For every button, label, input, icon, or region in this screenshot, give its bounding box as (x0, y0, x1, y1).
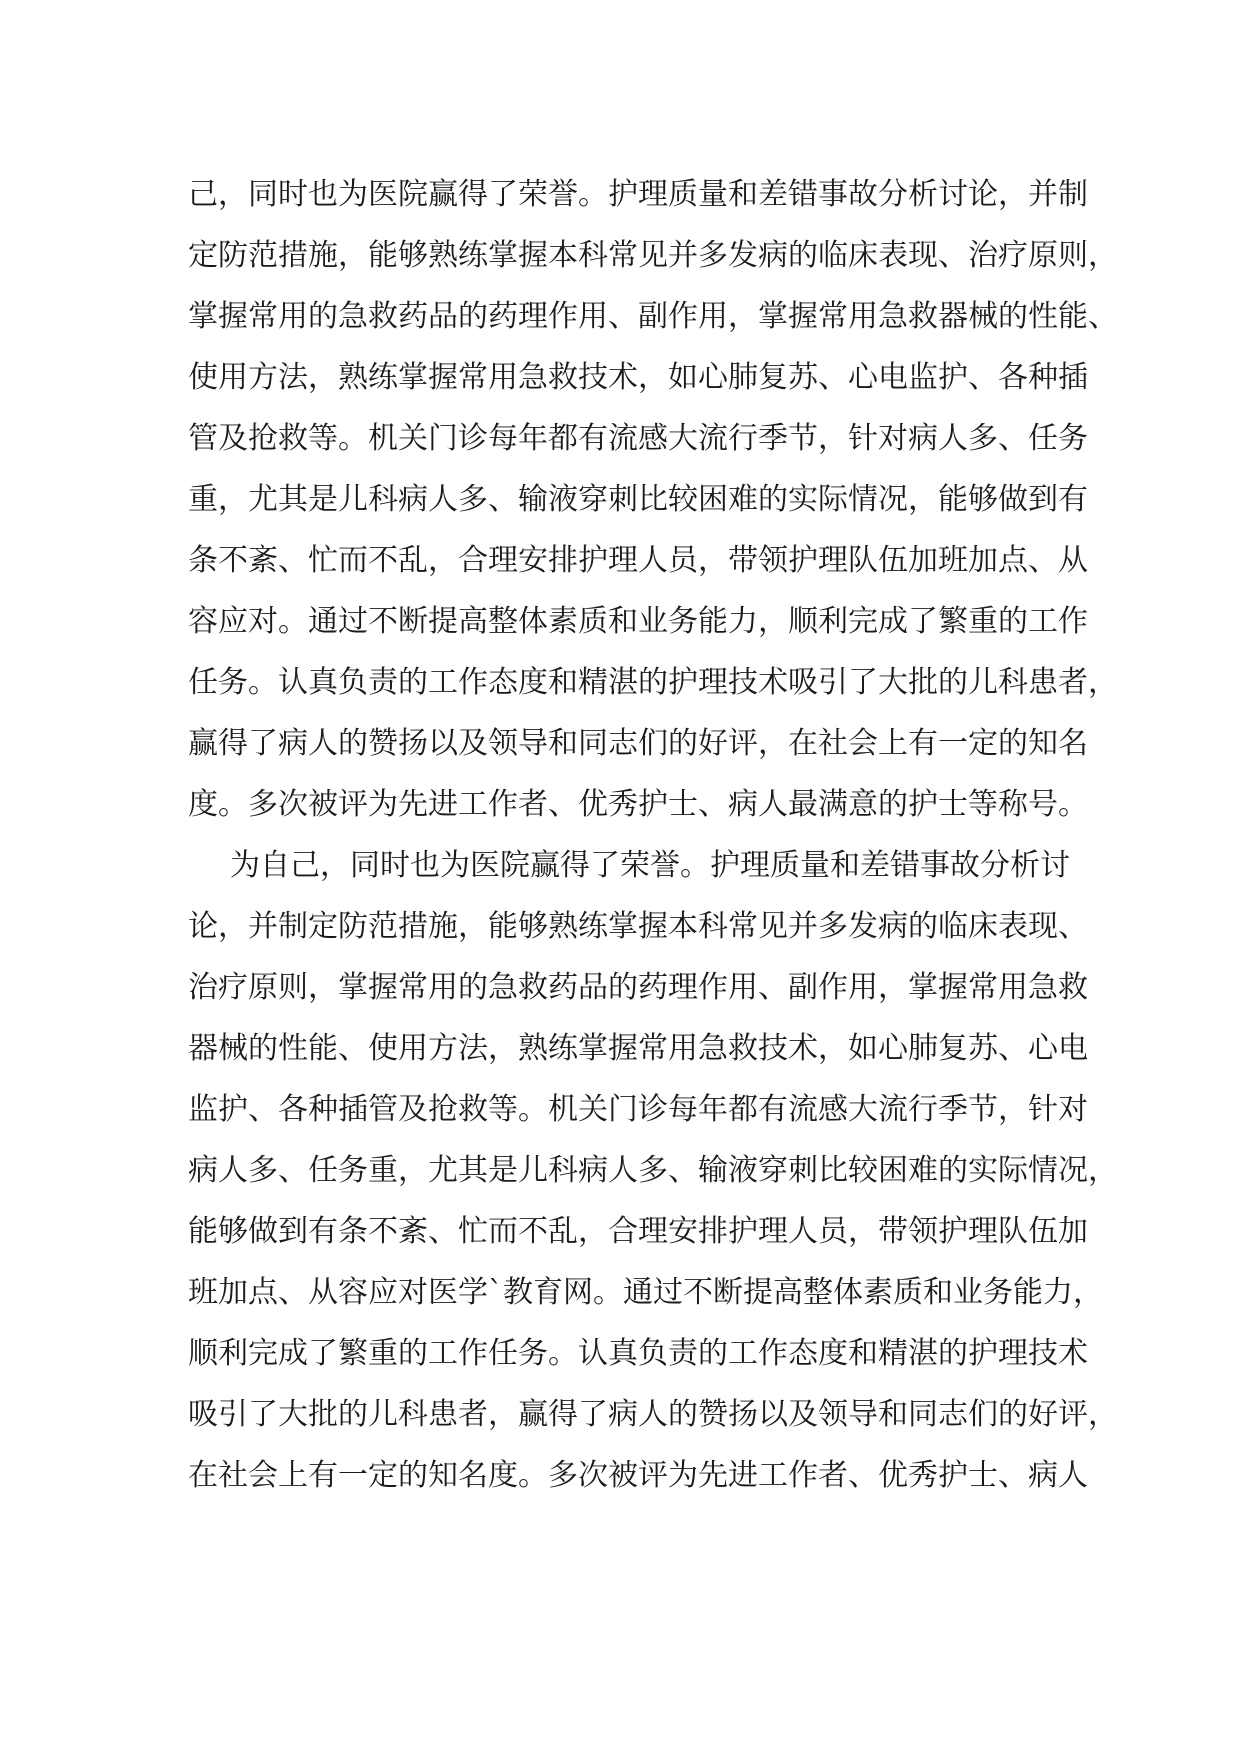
paragraph-2-line-9 (188, 1319, 1088, 1380)
paragraph-2-line-2 (188, 892, 1088, 953)
paragraph-1-line-3 (188, 282, 1118, 343)
paragraph-2-line-4 (188, 1014, 1088, 1075)
paragraph-1-line-1 (188, 160, 1088, 221)
text-line: 能够做到有条不紊、忙而不乱，合理安排护理人员，带领护理队伍加 (188, 1213, 1088, 1249)
paragraph-1-line-5 (188, 404, 1088, 465)
paragraph-1-line-8 (188, 587, 1088, 648)
text-line: 使用方法，熟练掌握常用急救技术，如心肺复苏、心电监护、各种插 (188, 359, 1088, 395)
text-line: 在社会上有一定的知名度。多次被评为先进工作者、优秀护士、病人 (188, 1457, 1088, 1493)
paragraph-2-line-3 (188, 953, 1088, 1014)
paragraph-2-line-11 (188, 1441, 1088, 1502)
body-text (188, 160, 1118, 1502)
paragraph-2-line-7 (188, 1197, 1088, 1258)
paragraph-1-line-2 (188, 221, 1118, 282)
text-line: 器械的性能、使用方法，熟练掌握常用急救技术，如心肺复苏、心电 (188, 1030, 1088, 1066)
paragraph-1-line-4 (188, 343, 1088, 404)
paragraph-1-line-6 (188, 465, 1088, 526)
text-line: 度。多次被评为先进工作者、优秀护士、病人最满意的护士等称号。 (188, 786, 1088, 822)
text-line: 监护、各种插管及抢救等。机关门诊每年都有流感大流行季节，针对 (188, 1091, 1088, 1127)
text-line: 管及抢救等。机关门诊每年都有流感大流行季节，针对病人多、任务 (188, 420, 1088, 456)
text-line: 治疗原则，掌握常用的急救药品的药理作用、副作用，掌握常用急救 (188, 969, 1088, 1005)
paragraph-1-line-9 (188, 648, 1118, 709)
text-line: 顺利完成了繁重的工作任务。认真负责的工作态度和精湛的护理技术 (188, 1335, 1088, 1371)
text-line: 条不紊、忙而不乱，合理安排护理人员，带领护理队伍加班加点、从 (188, 542, 1088, 578)
text-line: 容应对。通过不断提高整体素质和业务能力，顺利完成了繁重的工作 (188, 603, 1088, 639)
paragraph-1-line-7 (188, 526, 1088, 587)
paragraph-1-line-10 (188, 709, 1088, 770)
paragraph-2-line-8 (188, 1258, 1103, 1319)
paragraph-2-line-6 (188, 1136, 1118, 1197)
text-line: 吸引了大批的儿科患者，赢得了病人的赞扬以及领导和同志们的好评， (188, 1396, 1118, 1432)
text-line: 任务。认真负责的工作态度和精湛的护理技术吸引了大批的儿科患者， (188, 664, 1118, 700)
text-line: 病人多、任务重，尤其是儿科病人多、输液穿刺比较困难的实际情况， (188, 1152, 1118, 1188)
paragraph-2-line-1 (188, 831, 1070, 892)
text-line: 重，尤其是儿科病人多、输液穿刺比较困难的实际情况，能够做到有 (188, 481, 1088, 517)
paragraph-2-line-5 (188, 1075, 1088, 1136)
text-line: 为自己，同时也为医院赢得了荣誉。护理质量和差错事故分析讨 (230, 847, 1070, 883)
paragraph-1-line-11 (188, 770, 1088, 831)
text-line: 定防范措施，能够熟练掌握本科常见并多发病的临床表现、治疗原则， (188, 237, 1118, 273)
text-line: 论，并制定防范措施，能够熟练掌握本科常见并多发病的临床表现、 (188, 908, 1088, 944)
text-line: 班加点、从容应对医学`教育网。通过不断提高整体素质和业务能力， (188, 1274, 1103, 1310)
text-line: 己，同时也为医院赢得了荣誉。护理质量和差错事故分析讨论，并制 (188, 176, 1088, 212)
text-line: 掌握常用的急救药品的药理作用、副作用，掌握常用急救器械的性能、 (188, 298, 1118, 334)
paragraph-2-line-10 (188, 1380, 1118, 1441)
text-line: 赢得了病人的赞扬以及领导和同志们的好评，在社会上有一定的知名 (188, 725, 1088, 761)
